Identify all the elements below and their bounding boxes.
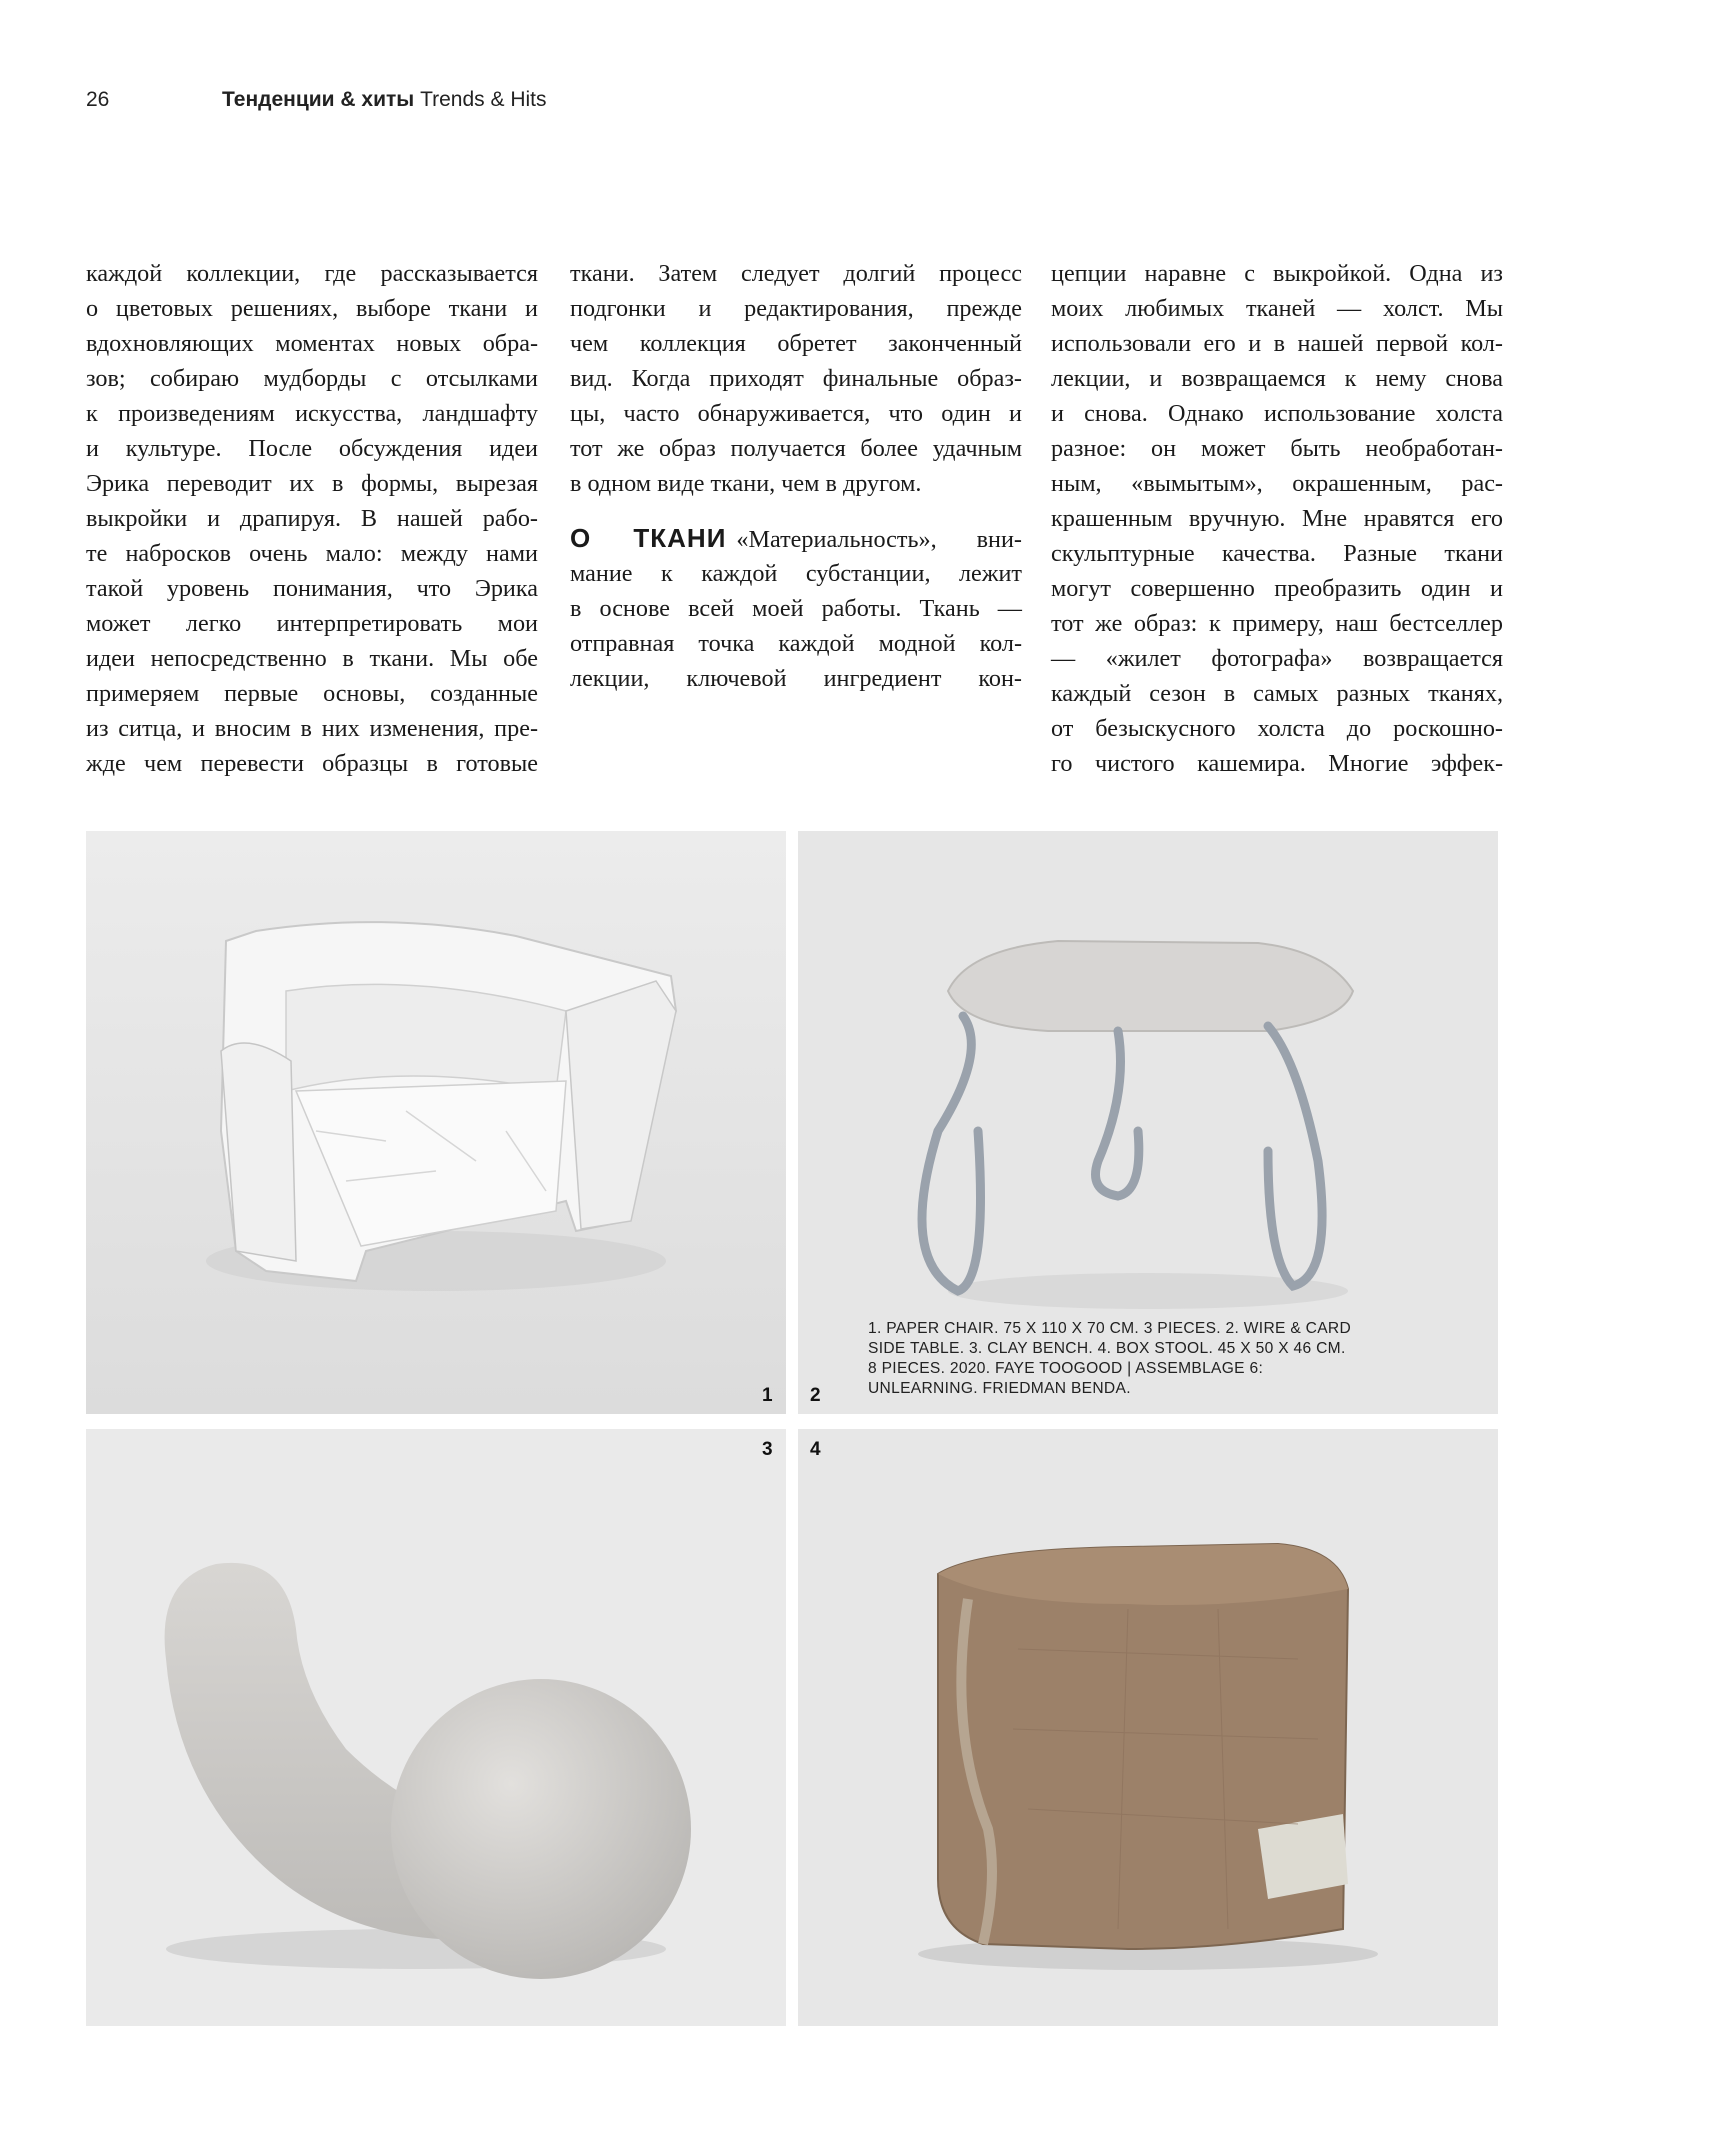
subhead: О ТКАНИ	[570, 523, 727, 553]
text-line: зов; собираю мудборды с отсылками	[86, 365, 538, 392]
photo-box-stool	[798, 1429, 1498, 2026]
text-line: разное: он может быть необработан-	[1051, 435, 1503, 462]
text-line: тот же образ: к примеру, наш бестселлер	[1051, 610, 1503, 637]
caption-line: UNLEARNING. FRIEDMAN BENDA.	[868, 1380, 1131, 1397]
text-line: — «жилет фотографа» возвращается	[1051, 645, 1503, 672]
text-line: могут совершенно преобразить один и	[1051, 575, 1503, 602]
text-line: моих любимых тканей — холст. Мы	[1051, 295, 1503, 322]
section-title	[222, 88, 546, 112]
text-line: тот же образ получается более удачным	[570, 435, 1022, 462]
text-line: цы, часто обнаруживается, что один и	[570, 400, 1022, 427]
text-line: от безыскусного холста до роскошно-	[1051, 715, 1503, 742]
text-line: отправная точка каждой модной кол-	[570, 630, 1022, 657]
text-line: ным, «вымытым», окрашенным, рас-	[1051, 470, 1503, 497]
text-line: и снова. Однако использование холста	[1051, 400, 1503, 427]
caption-line: 1. PAPER CHAIR. 75 X 110 X 70 CM. 3 PIECES. 2. WIRE & CARD	[868, 1320, 1352, 1337]
figure-number-3: 3	[762, 1439, 773, 1460]
text-line: примеряем первые основы, созданные	[86, 680, 538, 707]
text-line: вдохновляющих моментах новых обра-	[86, 330, 538, 357]
text-line: из ситца, и вносим в них изменения, пре-	[86, 715, 538, 742]
text-line: подгонки и редактирования, прежде	[570, 295, 1022, 322]
text-line: «Материальность», вни-	[736, 526, 1022, 553]
text-line: каждый сезон в самых разных тканях,	[1051, 680, 1503, 707]
text-line: использовали его и в нашей первой кол-	[1051, 330, 1503, 357]
text-line: Эрика переводит их в формы, вырезая	[86, 470, 538, 497]
text-line: лекции, ключевой ингредиент кон-	[570, 665, 1022, 692]
caption-line: SIDE TABLE. 3. CLAY BENCH. 4. BOX STOOL. 45 X 50 X 46 CM.	[868, 1340, 1346, 1357]
text-line: каждой коллекции, где рассказывается	[86, 260, 538, 287]
caption-line: 8 PIECES. 2020. FAYE TOOGOOD | ASSEMBLAGE 6:	[868, 1360, 1264, 1377]
photo-clay-bench	[86, 1429, 786, 2026]
text-line: чем коллекция обретет законченный	[570, 330, 1022, 357]
figure-number-2: 2	[810, 1385, 821, 1406]
photo-paper-chair	[86, 831, 786, 1414]
text-line: те набросков очень мало: между нами	[86, 540, 538, 567]
text-line: цепции наравне с выкройкой. Одна из	[1051, 260, 1503, 287]
text-line: выкройки и драпируя. В нашей рабо-	[86, 505, 538, 532]
text-line: может легко интерпретировать мои	[86, 610, 538, 637]
text-line: го чистого кашемира. Многие эффек-	[1051, 750, 1503, 777]
text-line: скульптурные качества. Разные ткани	[1051, 540, 1503, 567]
text-line: такой уровень понимания, что Эрика	[86, 575, 538, 602]
text-line: и культуре. После обсуждения идеи	[86, 435, 538, 462]
text-line: жде чем перевести образцы в готовые	[86, 750, 538, 777]
section-title-en: Trends & Hits	[420, 88, 547, 111]
subhead-line	[570, 521, 1022, 556]
figure-number-4: 4	[810, 1439, 821, 1460]
page-number: 26	[86, 88, 110, 111]
text-line: идеи непосредственно в ткани. Мы обе	[86, 645, 538, 672]
text-line: к произведениям искусства, ландшафту	[86, 400, 538, 427]
text-line: о цветовых решениях, выборе ткани и	[86, 295, 538, 322]
article-column-3	[1051, 256, 1503, 781]
figure-caption	[868, 1319, 1388, 1399]
article-column-2	[570, 256, 1022, 696]
text-line: лекции, и возвращаемся к нему снова	[1051, 365, 1503, 392]
text-line: в основе всей моей работы. Ткань —	[570, 595, 1022, 622]
text-line: крашенным вручную. Мне нравятся его	[1051, 505, 1503, 532]
text-line: в одном виде ткани, чем в другом.	[570, 470, 922, 497]
figure-number-1: 1	[762, 1385, 773, 1406]
section-title-ru: Тенденции & хиты	[222, 88, 415, 111]
article-column-1	[86, 256, 538, 781]
text-line: мание к каждой субстанции, лежит	[570, 560, 1022, 587]
text-line: ткани. Затем следует долгий процесс	[570, 260, 1022, 287]
text-line: вид. Когда приходят финальные образ-	[570, 365, 1022, 392]
